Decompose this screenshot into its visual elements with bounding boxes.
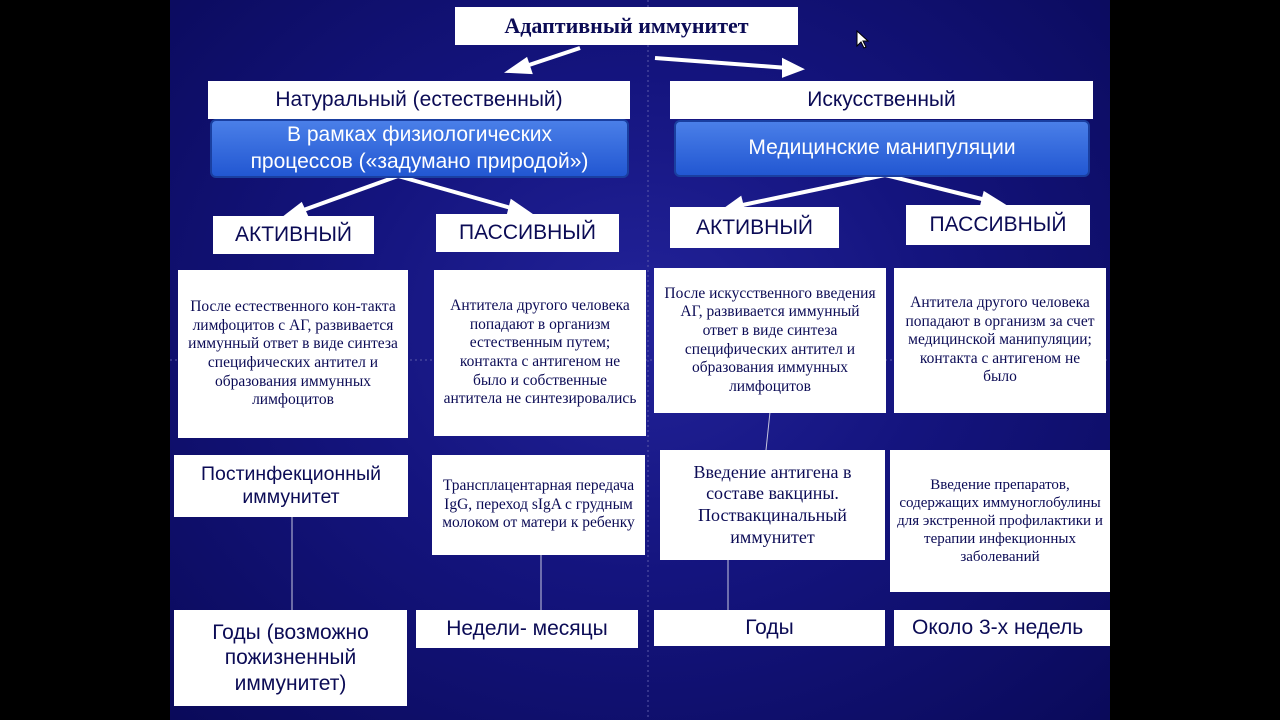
artificial-active-description: После искусственного введения АГ, развивается иммунный ответ в виде синтеза специфических антител и образования иммунных лимфоцитов bbox=[654, 268, 886, 413]
mouse-pointer-icon bbox=[856, 30, 870, 50]
artificial-active-label: АКТИВНЫЙ bbox=[670, 207, 839, 248]
artificial-heading: Искусственный bbox=[670, 81, 1093, 119]
natural-active-label: АКТИВНЫЙ bbox=[213, 216, 374, 254]
artificial-passive-description: Антитела другого человека попадают в организм за счет медицинской манипуляции; контакта с антигеном не было bbox=[894, 268, 1106, 413]
natural-active-example: Постинфекционный иммунитет bbox=[174, 455, 408, 517]
natural-active-description: После естественного кон-такта лимфоцитов с АГ, развивается иммунный ответ в виде синтеза специфических антител и образования иммунных лимфоцитов bbox=[178, 270, 408, 438]
artificial-active-example: Введение антигена в составе вакцины. Поствакцинальный иммунитет bbox=[660, 450, 885, 560]
natural-active-duration: Годы (возможно пожизненный иммунитет) bbox=[174, 610, 407, 706]
slide bbox=[170, 0, 1110, 720]
arrow-head bbox=[509, 202, 528, 214]
arrow-artificial-passive bbox=[885, 175, 990, 201]
artificial-passive-example: Введение препаратов, содержащих иммуноглобулины для экстренной профилактики и терапии инфекционных заболеваний bbox=[890, 450, 1110, 592]
natural-note: В рамках физиологических процессов («задумано природой») bbox=[210, 119, 629, 178]
artificial-active-duration: Годы bbox=[654, 610, 885, 646]
arrow-natural-passive bbox=[398, 176, 518, 210]
arrow-head bbox=[510, 60, 530, 72]
connector-line bbox=[766, 412, 770, 450]
diagram-title: Адаптивный иммунитет bbox=[455, 7, 798, 45]
natural-passive-example: Трансплацентарная передача IgG, переход sIgA с грудным молоком от матери к ребенку bbox=[432, 455, 645, 555]
arrow-natural-active bbox=[298, 176, 398, 212]
natural-passive-description: Антитела другого человека попадают в организм естественным путем; контакта с антигеном не было и собственные антитела не синтезировались bbox=[434, 270, 646, 436]
natural-passive-label: ПАССИВНЫЙ bbox=[436, 214, 619, 252]
artificial-passive-duration: Около 3-х недель bbox=[894, 610, 1110, 646]
arrow-to-artificial bbox=[655, 58, 788, 68]
natural-passive-duration: Недели- месяцы bbox=[416, 610, 638, 648]
arrow-head bbox=[288, 205, 306, 216]
arrow-artificial-active bbox=[738, 175, 885, 206]
artificial-note: Медицинские манипуляции bbox=[674, 120, 1090, 177]
artificial-passive-label: ПАССИВНЫЙ bbox=[906, 205, 1090, 245]
natural-heading: Натуральный (естественный) bbox=[208, 81, 630, 119]
arrow-head bbox=[784, 61, 800, 75]
